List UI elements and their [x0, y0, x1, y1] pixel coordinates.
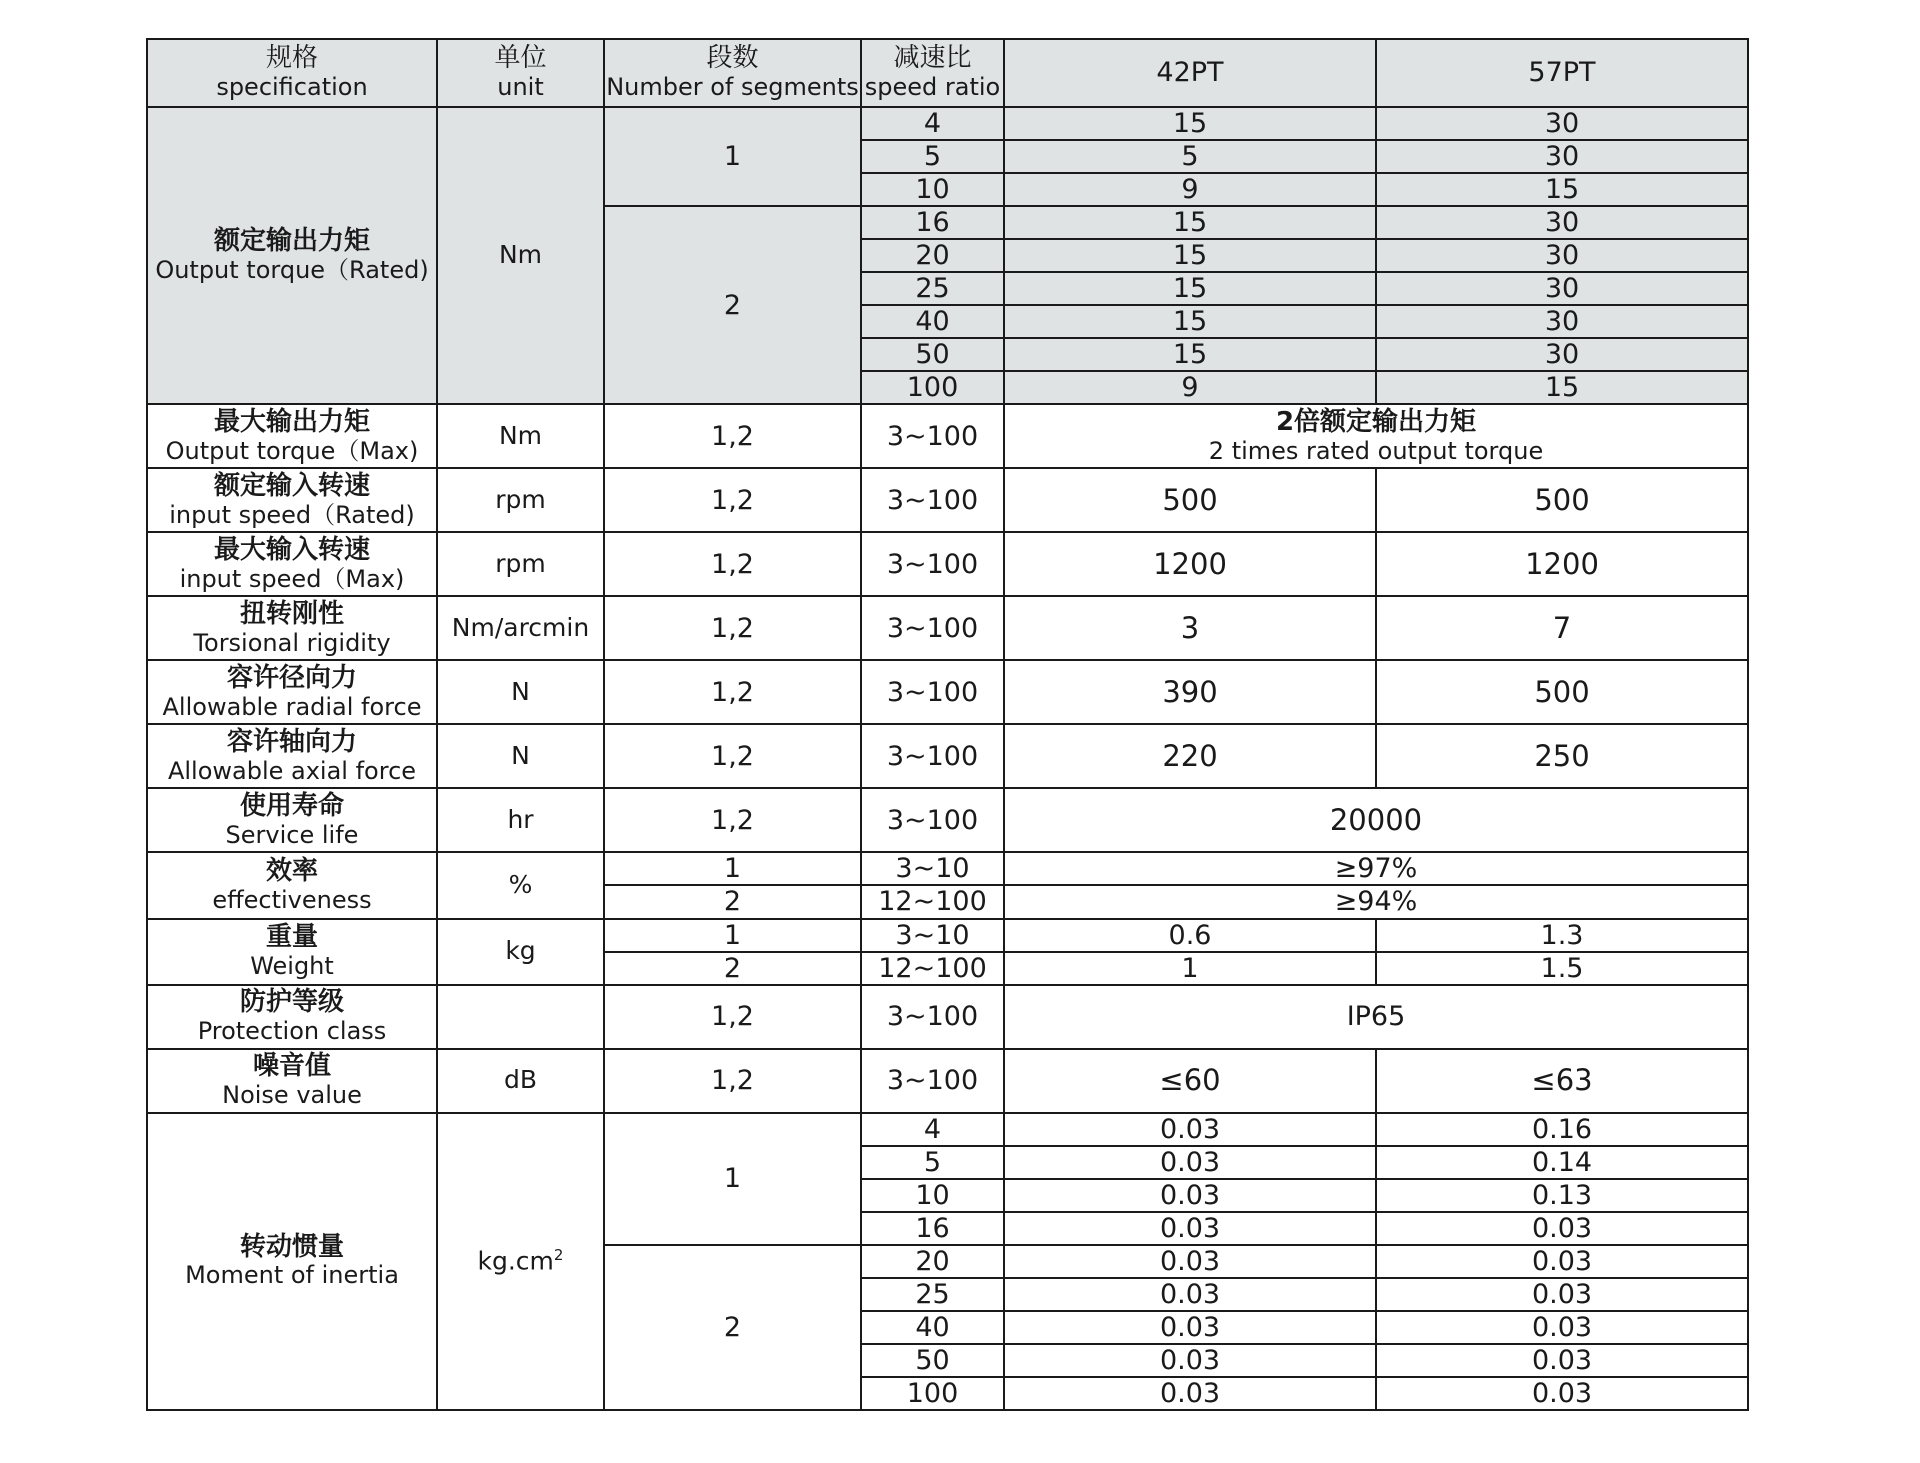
unit-cell: N [437, 724, 604, 788]
ratio-cell: 10 [861, 1179, 1004, 1212]
segment-cell: 1,2 [604, 724, 861, 788]
value-57pt: ≤63 [1376, 1049, 1748, 1113]
value-42pt: 15 [1004, 206, 1376, 239]
value-42pt: 5 [1004, 140, 1376, 173]
ratio-cell: 25 [861, 1278, 1004, 1311]
table-row [147, 404, 1748, 468]
header-spec: 规格 specification [147, 39, 437, 107]
value-57pt: 0.14 [1376, 1146, 1748, 1179]
ratio-cell: 3~100 [861, 596, 1004, 660]
ratio-cell: 20 [861, 1245, 1004, 1278]
segment-cell: 1,2 [604, 596, 861, 660]
header-unit: 单位 unit [437, 39, 604, 107]
unit-cell: dB [437, 1049, 604, 1113]
value-57pt: 15 [1376, 173, 1748, 206]
unit-cell: Nm [437, 404, 604, 468]
max-torque-value: 2倍额定输出力矩 2 times rated output torque [1004, 404, 1748, 468]
value-57pt: 500 [1376, 468, 1748, 532]
value-42pt: 15 [1004, 239, 1376, 272]
ratio-cell: 10 [861, 173, 1004, 206]
value-57pt: 30 [1376, 206, 1748, 239]
rigidity-label: 扭转刚性 Torsional rigidity [147, 596, 437, 660]
value-57pt: 30 [1376, 272, 1748, 305]
unit-cell [437, 985, 604, 1049]
value-57pt: 30 [1376, 239, 1748, 272]
value-42pt: 1 [1004, 952, 1376, 985]
efficiency-value: ≥94% [1004, 885, 1748, 918]
ratio-cell: 3~10 [861, 919, 1004, 952]
value-42pt: 0.03 [1004, 1311, 1376, 1344]
value-42pt: 15 [1004, 107, 1376, 140]
table-row [147, 919, 1748, 952]
header-ratio: 减速比 speed ratio [861, 39, 1004, 107]
value-57pt: 0.03 [1376, 1377, 1748, 1410]
inertia-seg-2: 2 [604, 1245, 861, 1410]
ratio-cell: 3~100 [861, 532, 1004, 596]
value-57pt: 1.3 [1376, 919, 1748, 952]
ratio-cell: 3~100 [861, 985, 1004, 1049]
value-42pt: 15 [1004, 272, 1376, 305]
segment-cell: 1 [604, 919, 861, 952]
rated-torque-seg-1: 1 [604, 107, 861, 206]
table-row [147, 788, 1748, 852]
ratio-cell: 12~100 [861, 885, 1004, 918]
unit-cell: rpm [437, 468, 604, 532]
efficiency-value: ≥97% [1004, 852, 1748, 885]
value-42pt: 500 [1004, 468, 1376, 532]
unit-cell: hr [437, 788, 604, 852]
unit-cell: Nm/arcmin [437, 596, 604, 660]
value-42pt: ≤60 [1004, 1049, 1376, 1113]
ratio-cell: 40 [861, 1311, 1004, 1344]
value-42pt: 0.03 [1004, 1344, 1376, 1377]
ratio-cell: 50 [861, 1344, 1004, 1377]
value-57pt: 1.5 [1376, 952, 1748, 985]
segment-cell: 1,2 [604, 660, 861, 724]
ratio-cell: 3~100 [861, 724, 1004, 788]
segment-cell: 1,2 [604, 532, 861, 596]
rated-torque-label: 额定输出力矩 Output torque（Rated) [147, 107, 437, 404]
ratio-cell: 3~100 [861, 1049, 1004, 1113]
table-row [147, 532, 1748, 596]
ratio-cell: 25 [861, 272, 1004, 305]
value-57pt: 500 [1376, 660, 1748, 724]
ratio-cell: 5 [861, 1146, 1004, 1179]
value-42pt: 1200 [1004, 532, 1376, 596]
noise-label: 噪音值 Noise value [147, 1049, 437, 1113]
value-42pt: 0.03 [1004, 1212, 1376, 1245]
value-57pt: 250 [1376, 724, 1748, 788]
ratio-cell: 3~100 [861, 468, 1004, 532]
ratio-cell: 40 [861, 305, 1004, 338]
value-57pt: 30 [1376, 107, 1748, 140]
inertia-unit: $kg.cm^2$ [437, 1113, 604, 1410]
value-42pt: 0.03 [1004, 1245, 1376, 1278]
max-speed-label: 最大输入转速 input speed（Max) [147, 532, 437, 596]
value-57pt: 30 [1376, 140, 1748, 173]
header-row [147, 39, 1748, 107]
segment-cell: 1,2 [604, 788, 861, 852]
radial-force-label: 容许径向力 Allowable radial force [147, 660, 437, 724]
inertia-label: 转动惯量 Moment of inertia [147, 1113, 437, 1410]
value-42pt: 390 [1004, 660, 1376, 724]
unit-cell: kg [437, 919, 604, 985]
protection-label: 防护等级 Protection class [147, 985, 437, 1049]
header-model-42pt: 42PT [1004, 39, 1376, 107]
value-42pt: 3 [1004, 596, 1376, 660]
value-42pt: 9 [1004, 371, 1376, 404]
value-57pt: 0.03 [1376, 1311, 1748, 1344]
rated-speed-label: 额定输入转速 input speed（Rated) [147, 468, 437, 532]
segment-cell: 1,2 [604, 468, 861, 532]
value-57pt: 0.03 [1376, 1245, 1748, 1278]
ratio-cell: 3~100 [861, 404, 1004, 468]
ratio-cell: 16 [861, 206, 1004, 239]
efficiency-label: 效率 effectiveness [147, 852, 437, 918]
value-42pt: 15 [1004, 338, 1376, 371]
segment-cell: 2 [604, 885, 861, 918]
rated-torque-unit: Nm [437, 107, 604, 404]
axial-force-label: 容许轴向力 Allowable axial force [147, 724, 437, 788]
ratio-cell: 4 [861, 107, 1004, 140]
ratio-cell: 16 [861, 1212, 1004, 1245]
value-57pt: 0.03 [1376, 1344, 1748, 1377]
weight-label: 重量 Weight [147, 919, 437, 985]
segment-cell: 1,2 [604, 985, 861, 1049]
ratio-cell: 12~100 [861, 952, 1004, 985]
table-row [147, 107, 1748, 140]
service-life-value: 20000 [1004, 788, 1748, 852]
ratio-cell: 100 [861, 1377, 1004, 1410]
value-42pt: 0.03 [1004, 1113, 1376, 1146]
unit-cell: % [437, 852, 604, 918]
table-row [147, 660, 1748, 724]
table-row [147, 1113, 1748, 1146]
value-42pt: 220 [1004, 724, 1376, 788]
value-57pt: 15 [1376, 371, 1748, 404]
segment-cell: 2 [604, 952, 861, 985]
value-57pt: 7 [1376, 596, 1748, 660]
table-row [147, 468, 1748, 532]
ratio-cell: 5 [861, 140, 1004, 173]
unit-cell: rpm [437, 532, 604, 596]
header-model-57pt: 57PT [1376, 39, 1748, 107]
value-57pt: 0.03 [1376, 1278, 1748, 1311]
value-42pt: 0.03 [1004, 1146, 1376, 1179]
value-57pt: 0.03 [1376, 1212, 1748, 1245]
ratio-cell: 3~10 [861, 852, 1004, 885]
value-57pt: 1200 [1376, 532, 1748, 596]
ratio-cell: 100 [861, 371, 1004, 404]
ratio-cell: 3~100 [861, 660, 1004, 724]
ratio-cell: 4 [861, 1113, 1004, 1146]
value-57pt: 30 [1376, 338, 1748, 371]
ratio-cell: 3~100 [861, 788, 1004, 852]
protection-value: IP65 [1004, 985, 1748, 1049]
unit-cell: N [437, 660, 604, 724]
table-row [147, 596, 1748, 660]
value-57pt: 0.13 [1376, 1179, 1748, 1212]
table-row [147, 1049, 1748, 1113]
inertia-seg-1: 1 [604, 1113, 861, 1245]
value-57pt: 0.16 [1376, 1113, 1748, 1146]
table-row [147, 724, 1748, 788]
segment-cell: 1,2 [604, 404, 861, 468]
value-42pt: 0.03 [1004, 1377, 1376, 1410]
header-segments: 段数 Number of segments [604, 39, 861, 107]
value-42pt: 15 [1004, 305, 1376, 338]
ratio-cell: 20 [861, 239, 1004, 272]
value-42pt: 0.03 [1004, 1278, 1376, 1311]
spec-table [146, 38, 1749, 1411]
value-42pt: 0.03 [1004, 1179, 1376, 1212]
table-row [147, 985, 1748, 1049]
value-42pt: 0.6 [1004, 919, 1376, 952]
max-torque-label: 最大输出力矩 Output torque（Max) [147, 404, 437, 468]
service-life-label: 使用寿命 Service life [147, 788, 437, 852]
segment-cell: 1,2 [604, 1049, 861, 1113]
rated-torque-seg-2: 2 [604, 206, 861, 404]
table-row [147, 852, 1748, 885]
value-57pt: 30 [1376, 305, 1748, 338]
segment-cell: 1 [604, 852, 861, 885]
ratio-cell: 50 [861, 338, 1004, 371]
value-42pt: 9 [1004, 173, 1376, 206]
